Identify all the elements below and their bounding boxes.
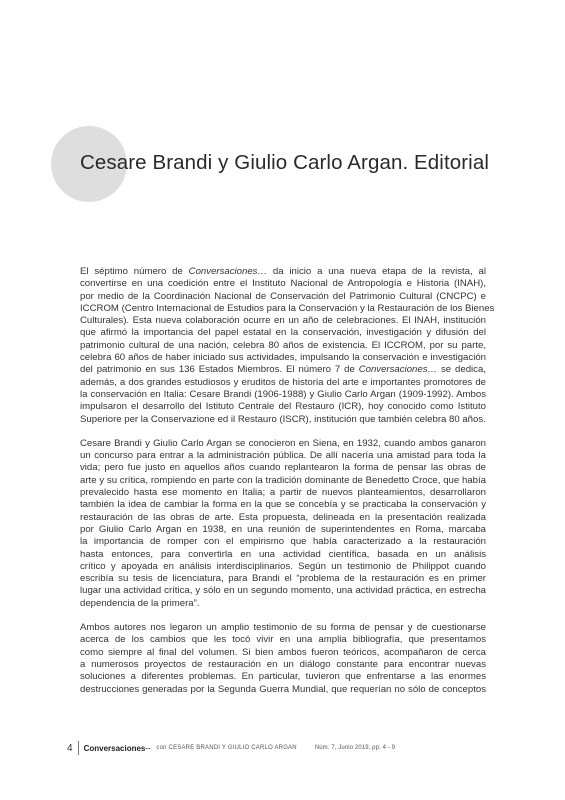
text-line: además, a dos grandes estudiosos y eruditos de historia del arte e importantes promotores de xyxy=(80,376,486,388)
paragraph xyxy=(80,622,486,696)
text-line: la conservación en Italia: Cesare Brandi (1906-1988) y Giulio Carlo Argan (1909-1992). Ambos xyxy=(80,388,486,400)
text-line: lugar una actividad crítica, y sólo en un segundo momento, una actividad práctica, en estrecha xyxy=(80,585,486,597)
text-line: impulsaron el desarrollo del Istituto Centrale del Restauro (ICR), hoy conocido como Istituto xyxy=(80,401,486,413)
journal-name-dots: ... xyxy=(145,745,151,751)
footer-divider xyxy=(78,741,79,755)
text-line: Culturales). Esta nueva colaboración ocurre en un año de celebraciones. El INAH, institución xyxy=(80,315,486,327)
text-line: por Giulio Carlo Argan en 1938, en una reunión de superintendentes en Roma, marcaba xyxy=(80,523,486,535)
text-line: crítico y apoyada en análisis interdisciplinarios. Según un testimonio de Philippot cuando xyxy=(80,560,486,572)
page-number: 4 xyxy=(67,742,73,754)
text-line: patrimonio cultural de una nación, celebra 80 años de existencia. El ICCROM, por su parte, xyxy=(80,339,486,351)
text-line: prevalecido hasta ese momento en Italia; a partir de nuevos planteamientos, desarrollaron xyxy=(80,487,486,499)
text-line: restauración de las obras de arte. Esta propuesta, delineada en la presentación realizada xyxy=(80,511,486,523)
text-line: por medio de la Coordinación Nacional de Conservación del Patrimonio Cultural (CNCPC) e xyxy=(80,290,486,302)
text-line: arte y su crítica, rompiendo en parte con la tradición dominante de Benedetto Croce, que había xyxy=(80,474,486,486)
page-title: Cesare Brandi y Giulio Carlo Argan. Editorial xyxy=(80,151,489,174)
text-line: Cesare Brandi y Giulio Carlo Argan se conocieron en Siena, en 1932, cuando ambos ganaron xyxy=(80,437,486,449)
text-line: del patrimonio en sus 136 Estados Miembros. El número 7 de Conversaciones… se dedica, xyxy=(80,364,486,376)
text-line: soluciones a diferentes problemas. En particular, tuvieron que enfrentarse a las enormes xyxy=(80,671,486,683)
text-line: Superiore per la Conservazione ed il Restauro (ISCR), institución que también celebra 80 años. xyxy=(80,413,486,425)
paragraph xyxy=(80,438,486,610)
text-line: un concurso para entrar a la administración pública. De allí nacería una amistad para toda la xyxy=(80,450,486,462)
text-line: celebra 60 años de haber iniciado sus actividades, impulsando la conservación e investigación xyxy=(80,352,486,364)
article-body xyxy=(80,266,495,708)
text-line: ICCROM (Centro Internacional de Estudios para la Conservación y la Restauración de los Bienes xyxy=(80,302,495,314)
text-line: que afirmó la importancia del papel estatal en la conservación, investigación y difusión del xyxy=(80,327,486,339)
text-line: como siempre al final del volumen. Si bien ambos fueron teóricos, acompañaron de cerca xyxy=(80,646,486,658)
text-line: la importancia de romper con el empirismo que había caracterizado a la restauración xyxy=(80,536,486,548)
text-line: hasta entonces, para convertirla en una actividad científica, basada en un análisis xyxy=(80,548,486,560)
journal-name: Conversaciones xyxy=(83,743,146,753)
text-line: también la idea de cambiar la forma en la que se concebía y se practicaba la conservación y xyxy=(80,499,486,511)
issue-reference: Núm. 7, Junio 2019, pp. 4 - 9 xyxy=(314,745,396,751)
text-line: El séptimo número de Conversaciones… da inicio a una nueva etapa de la revista, al xyxy=(80,266,486,277)
text-line: destrucciones generadas por la Segunda Guerra Mundial, que requerían no sólo de conceptos xyxy=(80,683,486,695)
text-line: convertirse en una coedición entre el Instituto Nacional de Antropología e Historia (INAH), xyxy=(80,278,486,290)
issue-subtitle: con CESARE BRANDI Y GIULIO CARLO ARGAN xyxy=(156,745,297,751)
text-line: dependencia de la primera”. xyxy=(80,597,200,609)
paragraph xyxy=(80,266,495,426)
text-line: acerca de los cambios que les tocó vivir en una amplia bibliografía, que presentamos xyxy=(80,634,486,646)
text-line: Ambos autores nos legaron un amplio testimonio de su forma de pensar y de cuestionarse xyxy=(80,622,486,634)
page-footer xyxy=(67,741,395,755)
text-line: escribía su tesis de licenciatura, para Brandi el “problema de la restauración es en primer xyxy=(80,573,486,585)
text-line: a numerosos proyectos de restauración en un diálogo constante para encontrar nuevas xyxy=(80,658,486,670)
text-line: vida; pero fue justo en aquellos años cuando replantearon la forma de pensar las obras de xyxy=(80,462,486,474)
